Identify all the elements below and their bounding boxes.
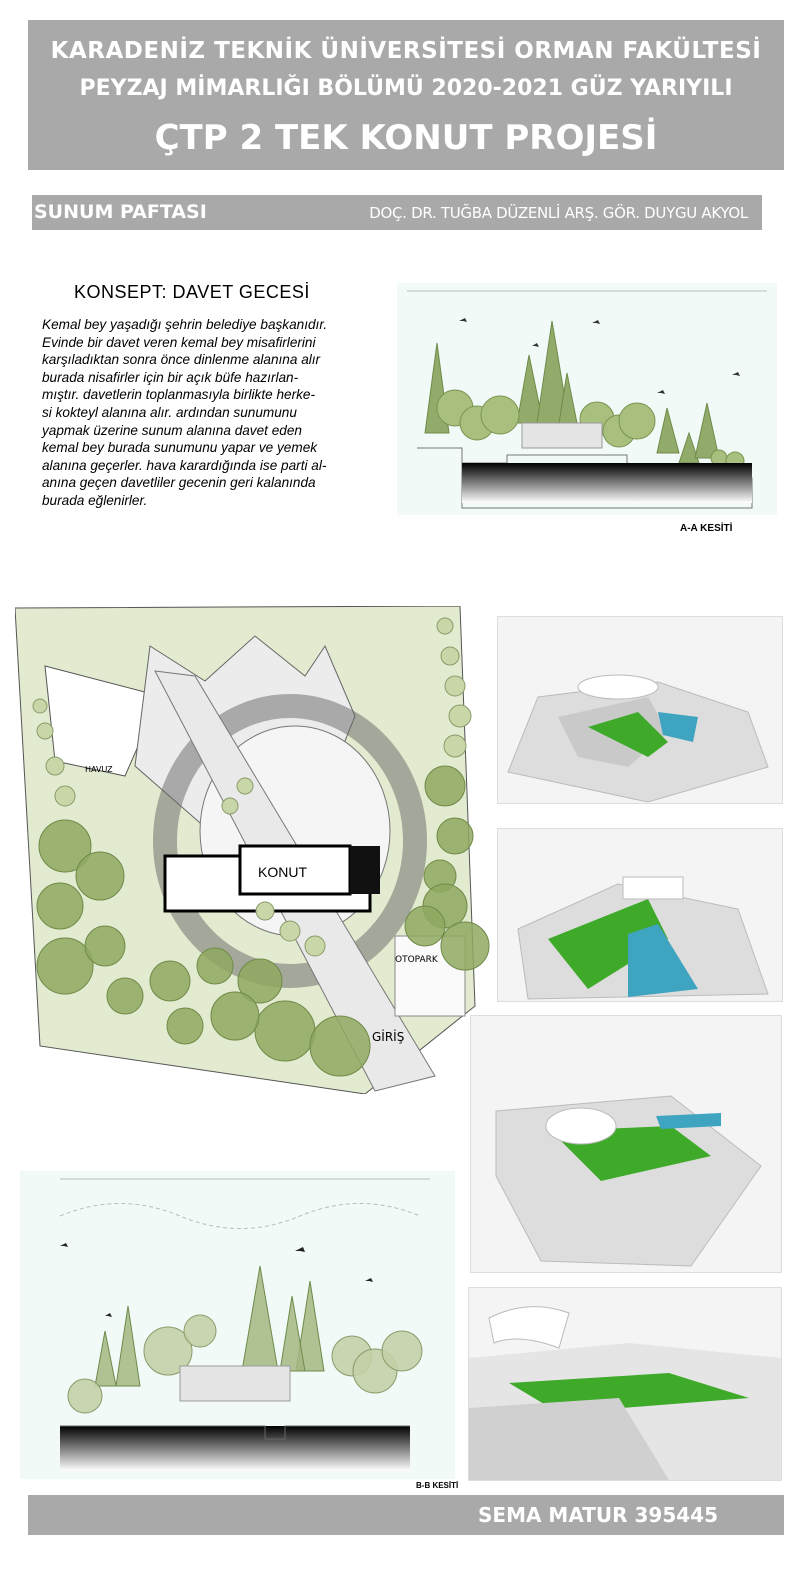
sub-banner [32, 195, 762, 230]
header-line2: PEYZAJ MİMARLIĞI BÖLÜMÜ 2020-2021 GÜZ YARIYILI [79, 76, 733, 101]
render-view-1 [497, 616, 783, 804]
site-plan-drawing [15, 606, 490, 1094]
render-view-4 [468, 1287, 782, 1481]
section-a-drawing [397, 283, 777, 515]
section-b-caption: B-B KESİTİ [416, 1481, 459, 1490]
header-line1: KARADENİZ TEKNİK ÜNİVERSİTESİ ORMAN FAKÜLTESİ [50, 38, 762, 64]
author-label: SEMA MATUR 395445 [478, 1503, 718, 1527]
plan-label-otopark: OTOPARK [395, 955, 438, 965]
plan-label-giris: GİRİŞ [372, 1030, 405, 1044]
header-banner [28, 20, 784, 170]
render-view-2 [497, 828, 783, 1002]
page-title: ÇTP 2 TEK KONUT PROJESİ [154, 118, 658, 158]
section-b-drawing [20, 1171, 455, 1479]
section-a-caption: A-A KESİTİ [680, 523, 733, 534]
render-view-3 [470, 1015, 782, 1273]
plan-label-havuz: HAVUZ [85, 765, 113, 774]
concept-text: Kemal bey yaşadığı şehrin belediye başkanıdır. Evinde bir davet veren kemal bey misafirlerini karşıladıktan sonra önce dinlenme alanına alır burada nisafirler için bir açık büfe hazırlan- mıştır. davetlerin toplanmasıyla birlikte herke- si kokteyl alanına alır. ardından sunumunu yapmak üzerine sunum alanına davet eden kemal bey burada sunumunu yapar ve yemek alanına geçerler. hava karardığında ise parti al- anına geçen davetliler gecenin geri kalanında burada eğlenirler. [42, 317, 328, 508]
plan-label-konut: KONUT [258, 864, 307, 880]
sheet-type-label: SUNUM PAFTASI [34, 201, 207, 223]
concept-title: KONSEPT: DAVET GECESİ [74, 282, 310, 302]
instructors-label: DOÇ. DR. TUĞBA DÜZENLİ ARŞ. GÖR. DUYGU AKYOL [369, 204, 748, 222]
footer-banner [28, 1495, 784, 1535]
